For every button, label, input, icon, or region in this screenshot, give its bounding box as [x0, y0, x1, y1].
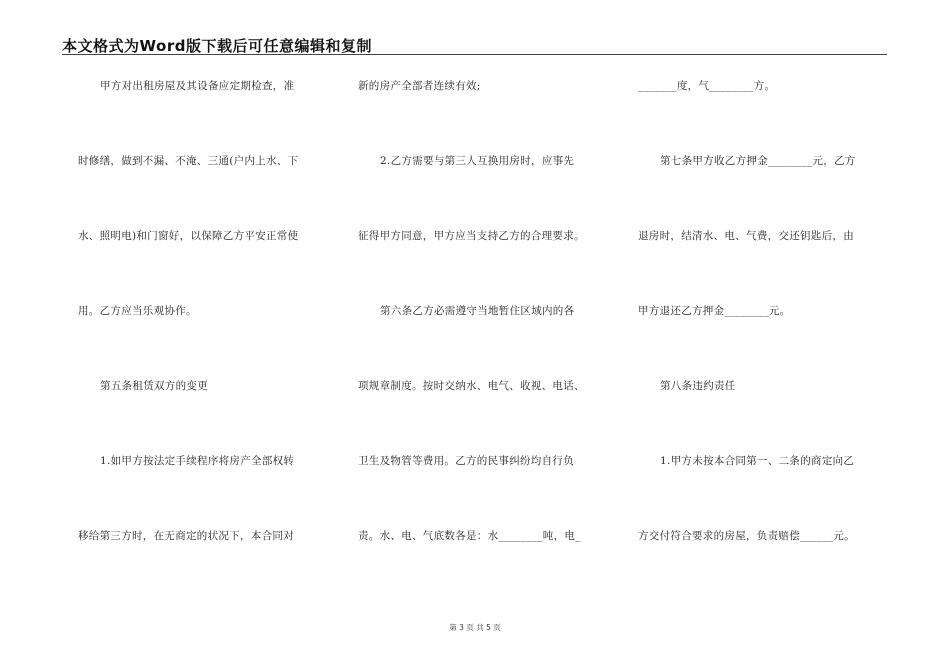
text-line: 甲方退还乙方押金________元。 — [638, 305, 791, 317]
section-heading: 第五条租赁双方的变更 — [100, 380, 208, 392]
text-line: 1.甲方未按本合同第一、二条的商定向乙 — [660, 455, 855, 467]
text-line: 项规章制度。按时交纳水、电气、收视、电话、 — [358, 380, 585, 392]
text-line: 水、照明电)和门窗好，以保障乙方平安正常使 — [78, 230, 299, 242]
section-heading: 第七条甲方收乙方押金________元，乙方 — [660, 155, 856, 167]
text-line: 新的房产全部者连续有效; — [358, 80, 481, 92]
section-heading: 第六条乙方必需遵守当地暂住区域内的各 — [380, 305, 575, 317]
text-column-3 — [638, 76, 883, 601]
document-header-title: 本文格式为Word版下载后可任意编辑和复制 — [62, 37, 372, 55]
text-line: 责。水、电、气底数各是：水________吨，电_ — [358, 530, 581, 542]
section-heading: 第八条违约责任 — [660, 380, 736, 392]
text-line: 退房时，结清水、电、气费，交还钥匙后，由 — [638, 230, 854, 242]
text-line: 1.如甲方按法定手续程序将房产全部权转 — [100, 455, 295, 467]
text-line: 2.乙方需要与第三人互换用房时，应事先 — [380, 155, 575, 167]
text-line: _______度，气________方。 — [638, 80, 776, 92]
text-column-2 — [358, 76, 603, 601]
text-line: 卫生及物管等费用。乙方的民事纠纷均自行负 — [358, 455, 574, 467]
text-line: 时修缮，做到不漏、不淹、三通(户内上水、下 — [78, 155, 299, 167]
text-line: 征得甲方同意，甲方应当支持乙方的合理要求。 — [358, 230, 585, 242]
text-line: 用。乙方应当乐观协作。 — [78, 305, 197, 317]
text-column-1 — [78, 76, 323, 601]
header-divider — [62, 54, 887, 55]
page-number: 第 3 页 共 5 页 — [449, 623, 501, 632]
text-line: 甲方对出租房屋及其设备应定期检查，准 — [100, 80, 295, 92]
text-line: 方交付符合要求的房屋，负责赔偿______元。 — [638, 530, 855, 542]
text-line: 移给第三方时，在无商定的状况下，本合同对 — [78, 530, 294, 542]
